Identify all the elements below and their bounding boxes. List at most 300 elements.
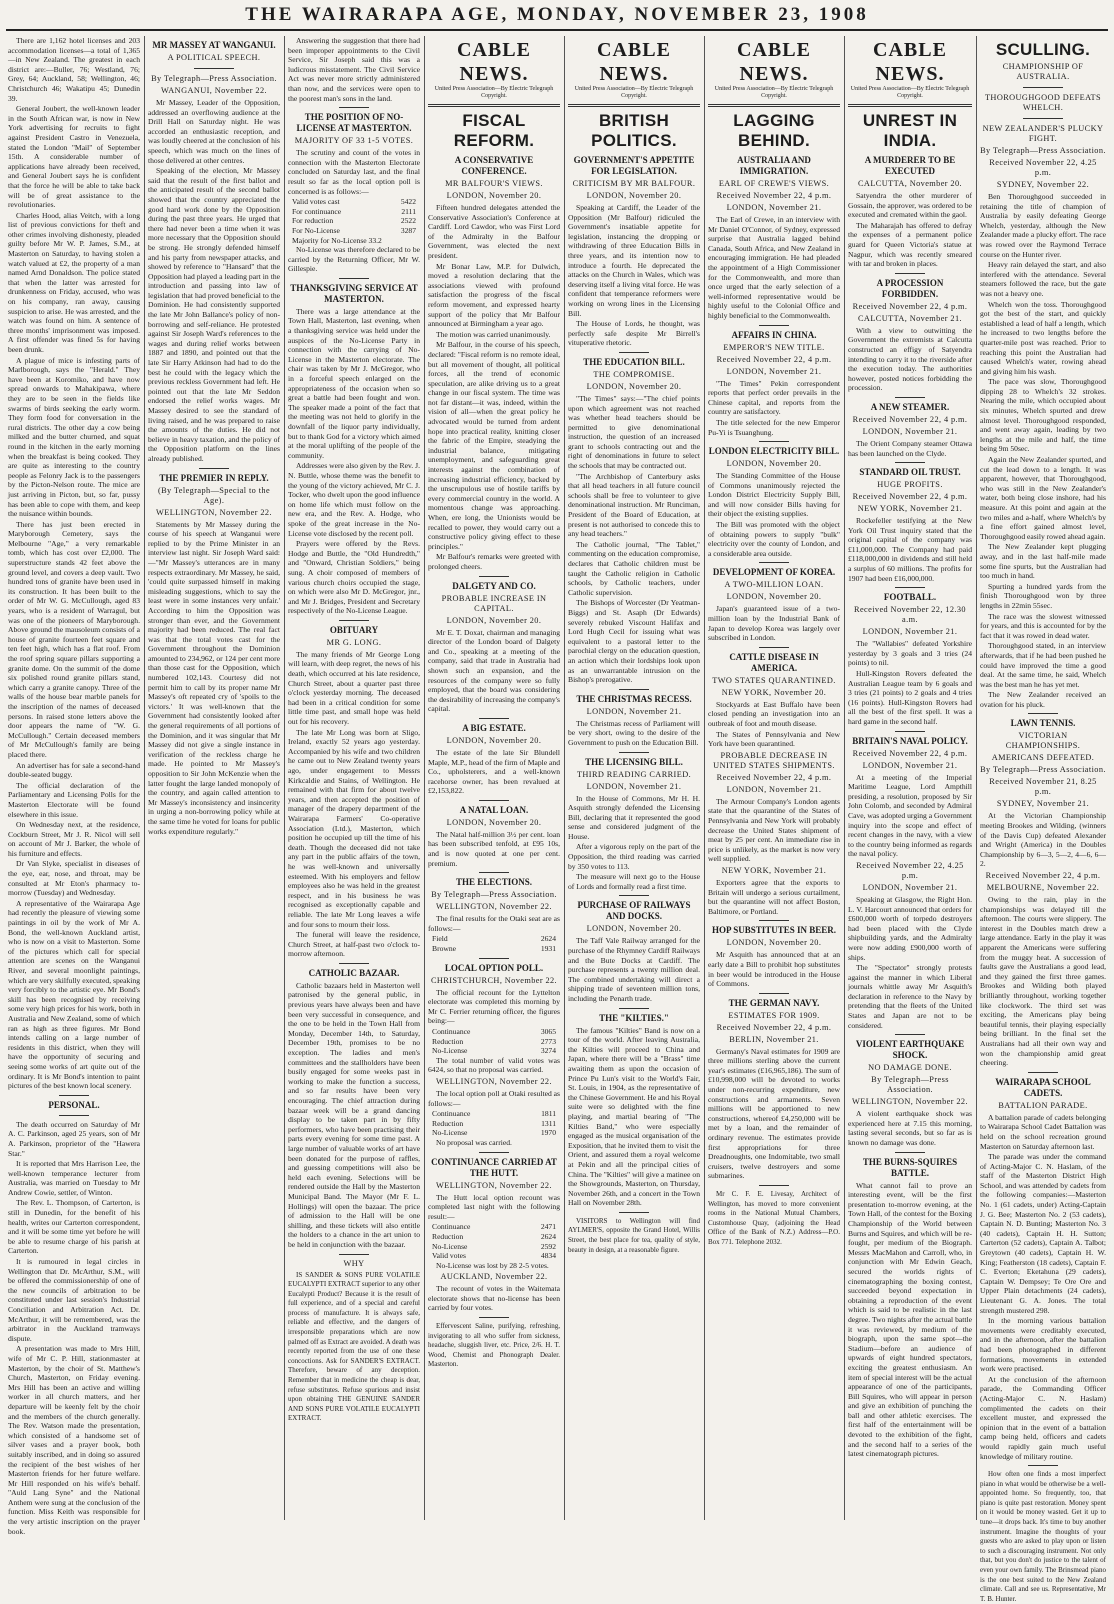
paragraph: At the Victorian Championship meeting Brookes and Wilding, (winners of the Davis Cup) defeated Alexander and Wright (America) in the Doubles Championship by 6—3, 5—2, 4—6, 6—2. <box>980 811 1106 869</box>
result-row <box>428 1027 560 1037</box>
dateline: MELBOURNE, November 22. <box>986 883 1100 893</box>
vote-count: 2522 <box>400 216 416 226</box>
divider <box>619 752 649 753</box>
paragraph: Dr Van Slyke, specialist in diseases of the eye, ear, nose, and throat, may be consulted at Mr Eton's pharmacy to-morrow (Tuesday) and Wednesday. <box>8 859 140 898</box>
article-headline: AFFAIRS IN CHINA. <box>731 329 817 340</box>
article-subhead: AUSTRALIA AND IMMIGRATION. <box>737 155 811 176</box>
dateline: LONDON, November 20. <box>446 191 542 200</box>
dateline: LONDON, November 20. <box>726 938 822 948</box>
article-subhead: MAJORITY OF 33 1-5 VOTES. <box>294 136 414 146</box>
vote-count: 3065 <box>540 1027 556 1036</box>
paragraph: The Taff Vale Railway arranged for the purchase of the Rhymney Cardiff Railways and the Bute Docks at Cardiff. The purchase represents a twenty million deal. The combined undertaking will direct a shipping trade of seventeen million tons, including the Penarth trade. <box>568 936 700 1003</box>
result-row <box>428 934 560 944</box>
dateline: LONDON, November 20. <box>446 735 542 745</box>
vote-row <box>288 207 420 217</box>
paragraph: There was a large attendance at the Town Hall, Masterton, last evening, when a thanksgiving service was held under the auspices of the No-License Party in connection with the carrying of No-License in the Masterton electorate. The chair was taken by Mr J. McGregor, who in a forceful speech enlarged on the appropriateness of the occasion when so great a battle had been fought and won. The speaker made a point of the fact that the meeting was not held to glorify in the downfall of the liquor party individually, but to thank God for a victory which aimed at the moral uplifting of the people of the community. <box>288 306 420 460</box>
divider <box>479 718 509 719</box>
article-headline: BRITAIN'S NAVAL POLICY. <box>852 735 968 746</box>
received-line: Received November 21, 8.25 p.m. <box>989 777 1097 797</box>
paragraph: The official declaration of the Parliamentary and Licensing Polls for the Masterton Electorate will be found elsewhere in this issue. <box>8 780 140 819</box>
article-headline: DALGETY AND CO. <box>452 580 536 591</box>
paragraph: The Earl of Crewe, in an interview with Mr Daniel O'Connor, of Sydney, expressed surprise that Australia lagged behind Canada, South Africa, and New Zealand in encouraging immigration. He had pleaded the appointment of a High Commissioner for the Commonwealth, and more than once urged that the early selection of a well-informed representative would be highly useful to the Colonial Office and highly beneficial to the Commonwealth. <box>708 215 840 320</box>
divider <box>1028 1072 1058 1073</box>
vote-label: Continuance <box>432 1222 471 1232</box>
vote-count: 1311 <box>541 1118 556 1128</box>
vote-label: Continuance <box>432 1027 471 1036</box>
article-subhead: A MURDERER TO BE EXECUTED <box>864 155 956 176</box>
dateline: LONDON, November 21. <box>862 627 958 637</box>
column-3 <box>288 36 420 1520</box>
divider <box>339 963 369 964</box>
dateline: AUCKLAND, November 22. <box>440 1272 548 1282</box>
column-4 <box>428 36 560 1520</box>
divider <box>759 1185 789 1186</box>
article-subhead: CHAMPIONSHIP OF AUSTRALIA. <box>1002 62 1084 81</box>
vote-count: 2471 <box>540 1222 556 1232</box>
divider <box>759 562 789 563</box>
paragraph: No proposal was carried. <box>436 1137 512 1147</box>
article-subhead: PROBABLE DECREASE IN UNITED STATES SHIPMENTS. <box>713 750 835 770</box>
paragraph: Mr Balfour, in the course of his speech, declared: "Fiscal reform is no remote ideal, but all movement of thought, all political forces, all the trend of economic speculation, are alike driving us to a great change in our fiscal system. The time was not far distant—it was, indeed, within the vision of all—when the great policy he advocated would be turned from ardent hope into practical reality, knitting closer the fabric of the Empire, steadying the industrial balance, mitigating unemployment, and safeguarding great interests against the combination of increasing industrial efficiency, backed by the unscrupulous use of hostile tariffs by every commercial country in the world. A momentous change was approaching. When, ere long, the Unionists would be recalled to power, they would carry out a constructive policy giving effect to these principles." <box>428 340 560 551</box>
article-headline: LOCAL OPTION POLL. <box>444 962 544 973</box>
dateline: LONDON, November 20. <box>586 924 682 934</box>
double-rule <box>568 104 700 107</box>
divider <box>479 1317 509 1318</box>
received-line: Received November 22, 4 p.m. <box>716 1022 832 1032</box>
article-headline: VIOLENT EARTHQUAKE SHOCK. <box>855 1039 965 1061</box>
paragraph: The "Spectator" strongly protests against the manner in which Liberal journals whittle away Mr Asquith's declaration in reference to the Navy by pretending that the fleets of the United States and Japan are not to be considered. <box>848 963 972 1030</box>
article-headline: THE CHRISTMAS RECESS. <box>576 693 692 704</box>
vote-row <box>288 216 420 226</box>
dateline: LONDON, November 21. <box>862 882 958 892</box>
banner-credit: United Press Association—By Electric Telegraph Copyright. <box>850 86 970 99</box>
dateline: LONDON, November 20. <box>586 381 682 391</box>
divider <box>895 731 925 732</box>
divider <box>479 1152 509 1153</box>
advertisement: Mr C. F. E. Livesay, Architect of Wellington, has moved to more convenient rooms in the National Mutual Chambers, Customhouse Quay, (adjoining the Head Office of the Bank of N.Z.) Address—P.O. Box 771. Telephone 2032. <box>708 1190 840 1246</box>
article-subhead: EARL OF CREWE'S VIEWS. <box>718 179 830 188</box>
vote-count: 1970 <box>540 1128 556 1138</box>
article-subhead: THE COMPROMISE. <box>593 369 675 379</box>
paragraph: Exporters agree that the exports to Britain will undergo a serious curtailment, but the quarantine will not affect Boston, Baltimore, or Portland. <box>708 877 840 916</box>
paragraph: Hull-Kingston Rovers defeated the Australian League team by 6 goals and 3 tries (21 points) to 2 goals and 4 tries (16 points). Hull-Kingston Rovers had all the best of the first spell. It was a hard game in the second half. <box>848 669 972 726</box>
paragraph: Thoroughgood stated, in an interview afterwards, that if he had been pushed he could have improved the time a good deal. At the same time, he said, Whelch was the best man he has yet met. <box>980 641 1106 689</box>
paragraph: The official recount for the Lyttelton electorate was completed this morning by Mr C. Ferrier returning officer, the figures being:— <box>428 987 560 1026</box>
paragraph: Charles Hood, alias Veitch, with a long list of previous convictions for theft and other crimes involving dishonesty, pleaded guilty before Mr W. P. James, S.M., at Masterton on Saturday, to having stolen a watch valued at £2, the property of a man named Arnd Donaldson. The police stated that when the latter was arrested for drunkenness on Friday, accused, who was on his company, ran away, causing suspicion to arise. He was arrested, and the watch was found on him. A sentence of three months' imprisonment was imposed. A first offender was fined 5s for having been drunk. <box>8 210 140 354</box>
paragraph: The recount of votes in the Waitemata electorate shows that no-license has been carried by four votes. <box>428 1284 560 1313</box>
paragraph: No-License was therefore declared to be carried by the Returning Officer, Mr W. Gillespie. <box>288 245 420 274</box>
paragraph: The title selected for the new Emperor Pu-Yi is Tsuanghung. <box>708 417 840 437</box>
article-subhead: A POLITICAL SPEECH. <box>167 53 261 62</box>
paragraph: Mr Asquith has announced that at an early date a Bill to prohibit hop substitutes in beer would be introduced in the House of Commons. <box>708 950 840 989</box>
divider <box>759 920 789 921</box>
column-2 <box>148 36 280 1520</box>
paragraph: With a view to outwitting the Government the extremists at Calcutta constructed an effigy of Satyendra intending to carry it to the riverside after the execution today. The authorities however, posted notices forbidding the procession. <box>848 325 972 393</box>
paragraph: Spurting a hundred yards from the finish Thoroughgood won by three lengths in 22min 55sec. <box>980 581 1106 610</box>
paragraph: Speaking of the election, Mr Massey said that the result of the first ballot and the anticipated result of the second ballot showed that the country appreciated the good hard work done by the Opposition during the past three years. He urged that there had never been a time when it was more necessary that the Opposition should be strong. He strongly defended himself and his party from newspaper attacks, and showed by reference to "Hansard" that the Opposition had played a leading part in the introduction and passing into law of legislation that had proved beneficial to the Dominion. He had consistently supported the late Mr John Ballance's policy of non-borrowing and self-reliance. He protested against Sir Joseph Ward's references to the wages and during relief works between 1887 and 1890, and pointed out that the late Sir Harry Atkinson had had to do the best he could with the legacy which the previous reckless Government had left. He pointed out that the late Mr Seddon endorsed the relief works wages. Mr Massey desired to see the standard of living raised, and he was prepared to raise the amounts of the duties. He did not believe in heavy taxation, and the policy of the Opposition platform on the lines already published. <box>148 166 280 463</box>
byline: By Telegraph—Press Association. <box>151 74 277 83</box>
paragraph: Satyendra the other murderer of Gossain, the approver, was ordered to be executed and cremated within the gaol. <box>848 191 972 220</box>
paragraph: Prayers were offered by the Revs. Hodge and Buttle, the "Old Hundredth," and "Onward, Christian Soldiers," being sung. A choir composed of members of various church choirs occupied the stage, on which were also Mr D. McGregor, jnr., and Mr J. Bridges, President and Secretary respectively of the No-License League. <box>288 539 420 616</box>
dateline: LONDON, November 20. <box>726 592 822 602</box>
article-headline: BRITISH POLITICS. <box>591 111 677 150</box>
result-row <box>428 1109 560 1119</box>
paragraph: Mr Bonar Law, M.P. for Dulwich, moved a resolution declaring that the associations viewed with profound satisfaction the progress of the fiscal reform movement, and expressed hearty support of the policy that Mr Balfour announced at Birmingham a year ago. <box>428 261 560 329</box>
paragraph: A violent earthquake shock was experienced here at 7.15 this morning, lasting several seconds, but so far as is known no damage was done. <box>848 1109 972 1148</box>
paragraph: The late Mr Long was born at Sligo, Ireland, exactly 52 years ago yesterday. Accompanied by his wife and two children he came out to New Zealand twenty years ago, under engagement to Messrs Kirkcaldie and Stains, of Wellington. He remained with that firm for about twelve years, and then accepted the position of manager of the drapery department of the Wairarapa Farmers' Co-operative Association (Ltd.), Masterton, which position he occupied up till the time of his death. Though the deceased did not take any part in the public affairs of the town, he was well-known and universally esteemed. With his employers and fellow employees also he was held in the greatest respect, and in his business he was recognised as exceptionally capable and reliable. The late Mr Long leaves a wife and four sons to mourn their loss. <box>288 727 420 929</box>
dateline: LONDON, November 21. <box>726 784 822 794</box>
dateline: LONDON, November 21. <box>586 706 682 716</box>
paragraph: The Hutt local option recount was completed last night with the following result:— <box>428 1192 560 1221</box>
divider <box>619 689 649 690</box>
candidate-name: Field <box>432 934 448 944</box>
vote-label: Continuance <box>432 1109 471 1119</box>
paragraph: Ben Thoroughgood succeeded in retaining the title of champion of Australia by easily defeating George Whelch, yesterday, although the New Zealander made a plucky effort. The race was rowed over the Raymond Terrace course on the Hunter river. <box>980 192 1106 259</box>
paragraph: The famous "Kilties" Band is now on a tour of the world. After leaving Australia, the Kilties will proceed to China and Japan, where there will be a "Brass" time awaiting them as upon the occasion of Prince Pu Lun's visit to the World's Fair, St. Louis, in 1904, as the representative of the Chinese Government. He and his Royal suite were so delighted with the fine playing, and martial bearing of "The Kilties Band," who were especially engaged as the musical organisation of the Exposition, that he invited them to visit the Orient, and assured them a royal welcome at Pekin and all the principal cities of China. The "Kilties" will give a matinee on the Showgrounds, Masterton, on Thursday, November 26th, and a concert in the Town Hall on November 28th. <box>568 1025 700 1208</box>
paragraph: At the conclusion of the afternoon parade, the Commanding Officer (Acting-Major C. N. Haslam) complimented the cadets on their excellent muster, and expressed the opinion that in the event of a battalion camp being held, officers and cadets would rapidly gain much useful knowledge of military routine. <box>980 1374 1106 1461</box>
divider <box>1028 713 1058 714</box>
paragraph: Japan's guaranteed issue of a two-million loan by the Industrial Bank of Japan to develop Korea was largely over subscribed in London. <box>708 604 840 643</box>
vote-label: Valid votes <box>432 1251 466 1261</box>
column-rule <box>844 36 845 1520</box>
paragraph: The parade was under the command of Acting-Major C. N. Haslam, of the staff of the Masterton District High School, and was attended by cadets from the following companies:—Masterton No. 1 (61 cadets, under) Acting-Captain J. G. Bee; Masterton No. 2 (53 cadets), Captain N. D. Bunting; Masterton No. 3 (40 cadets), Captain H. H. Sutton; Carterton (52 cadets), Captain A. Talbot; Greytown (40 cadets), Captain H. W. King; Featherston (18 cadets), Captain F. C. Everton; Eketahuna (29 cadets), Captain W. Dempsey; Te Ore Ore and Upper Plain detachments (24 cadets), Lieutenant G. A. Jones. The total strength mustered 298. <box>980 1152 1106 1315</box>
paragraph: The total number of valid votes was 6424, so that no proposal was carried. <box>428 1055 560 1075</box>
received-line: Received November 22, 4 p.m. <box>852 301 968 311</box>
paragraph: Whelch won the toss. Thoroughgood got the best of the start, and quickly established a lead of half a length, which he increased to two lengths before the quarter-mile post was reached. Prior to reaching this point the Australian had caused Whelch's water, rowing ahead and giving him his wash. <box>980 299 1106 376</box>
newspaper-page <box>6 4 1108 1603</box>
article-headline: WAIRARAPA SCHOOL CADETS. <box>995 1076 1091 1098</box>
dateline: CHRISTCHURCH, November 22. <box>430 975 558 985</box>
paragraph: Statements by Mr Massey during the course of his speech at Wanganui were replied to by the Prime Minister in an interview last night. Sir Joseph Ward said:—"Mr Massey's utterances are in many respects extraordinary. Mr Massey, he said, 'could quite surpassed himself in making misleading suggestions, which to say the least were in some instances very unfair.' According to him the Opposition was stronger than ever, and the Government majority had been reduced. The real fact was that the total votes cast for the Government throughout the Dominion amounted to 234,962, or 124 per cent more than those cast for the Opposition, which numbered 102,143. Courtesy did not permit him to call by its proper name Mr Massey's oft repeated cry of 'spoils to the victors.' It was well-known that the Government had consistently looked after the general requirements of all portions of the Dominion, and it was singular that Mr Massey did not give a single instance in verification of the reckless charge he made. He pointed to Mr Massey's opposition to Sir John McKenzie when the latter fought the large landed monopoly of the country, and again called attention to Mr Massey's inconsistency and insincerity in urging a non-borrowing policy while at the same time he voted for loans for public works expenditure regularly." <box>148 519 280 836</box>
vote-count: 2773 <box>540 1036 556 1046</box>
byline: By Telegraph—Press Association. <box>431 890 557 900</box>
paragraph: The race was the slowest witnessed for years, and this is accounted for by the fact that it was rowed in dead water. <box>980 611 1106 640</box>
masthead <box>6 4 1108 26</box>
article-headline: A NATAL LOAN. <box>459 804 529 815</box>
result-row <box>428 1037 560 1047</box>
dateline: WELLINGTON, November 22. <box>156 507 272 517</box>
vote-count: 4834 <box>540 1251 556 1261</box>
divider <box>479 872 509 873</box>
article-headline: THE GERMAN NAVY. <box>728 997 820 1008</box>
column-8 <box>980 36 1106 1603</box>
paragraph: No-License was lost by 28 2-5 votes. <box>436 1260 549 1270</box>
paragraph: The final results for the Otaki seat are as follows:— <box>428 914 560 933</box>
column-rule <box>284 36 285 1520</box>
article-subhead: CRITICISM BY MR BALFOUR. <box>572 179 696 188</box>
vote-label: Reduction <box>432 1118 464 1128</box>
dateline: CALCUTTA, November 21. <box>858 313 962 323</box>
cable-news-banner: CABLE NEWS. <box>457 39 531 85</box>
article-headline: A BIG ESTATE. <box>462 722 526 733</box>
article-headline: OBITUARY <box>329 624 379 635</box>
result-row <box>428 1222 560 1232</box>
article-headline: THE LICENSING BILL. <box>585 756 683 767</box>
article-subhead: ESTIMATES FOR 1909. <box>728 1010 820 1020</box>
vote-label: Reduction <box>432 1231 464 1241</box>
paragraph: The New Zealander kept plugging away, and in the last half-mile made some fine spurts, but the Australian had too much in hand. <box>980 542 1106 581</box>
paragraph: Speaking at Glasgow, the Right Hon. L. V. Harcourt announced that orders for £600,000 worth of torpedo destroyers had been placed with the Clyde shipbuilding yards, and the Admiralty were now adding £900,000 worth of ships. <box>848 894 972 962</box>
divider <box>759 441 789 442</box>
divider <box>895 397 925 398</box>
vote-count: 3287 <box>400 225 416 235</box>
paragraph: Owing to the rain, play in the championships was delayed till the afternoon. The courts were slippery. The interest in the Doubles match drew a large attendance. Early in the play it was apparent the Americans were suffering from the muggy heat. A succession of faults gave the Australians a good lead, and they gained the first three games. Brookes and Wilding both played brilliantly throughout, working together like clockwork. The third set was exciting, the Americans play being beautiful tennis, their playing especially being brilliant. In the final set the Australians had all their own way and won the championship amid great cheering. <box>980 895 1106 1068</box>
dateline: LONDON, November 21. <box>862 760 958 770</box>
advertisement: IS SANDER & SONS PURE VOLATILE EUCALYPTI EXTRACT superior to any other Eucalypti Product? Because it is the result of full experience, and of a special and careful process of manufacture. It is always safe, reliable and effective, and the dangers of irresponsible preparations which are now palmed off as Extract are avoided. A death was recently reported from the use of one these concoctions. Ask for SANDER'S EXTRACT. Therefore, beware of any deception. Remember that in medicine the cheap is dear, refuse substitutes. Refuse spurious and insist upon obtaining THE GENUINE SANDER AND SONS PURE VOLATILE EUCALYPTI EXTRACT. <box>288 1270 420 1423</box>
paragraph: A representative of the Wairarapa Age had recently the pleasure of viewing some paintings in oil by the work of Mr A. Bond, the well-known Auckland artist, who is now on a visit to Masterton. Some of the pictures which call for special attention are scenes on the Wanganui River, and several moonlight paintings, which are very skilfully executed, speaking very forcibly to the artistic eye. Mr Bond's skill has been recognised by receiving some very high prices for his work, both in Australia and New Zealand, some of which ran as high as three figures. Mr Bond intends calling on a large number of residents in this district, when they will have the opportunity of securing and seeing some works of art quite out of the ordinary. It is Mr Bond's intention to paint pictures of the best known local scenery. <box>8 898 141 1091</box>
paragraph: The House of Lords, he thought, was perfectly safe despite Mr Birrell's vituperative rhetoric. <box>568 319 700 348</box>
article-headline: CONTINUANCE CARRIED AT THE HUTT. <box>431 1156 557 1178</box>
cable-news-banner: CABLE NEWS. <box>597 39 671 85</box>
vote-count: 1811 <box>541 1109 556 1119</box>
divider <box>895 273 925 274</box>
paragraph: General Joubert, the well-known leader in the South African war, is now in New York advertising for recruits to fight against President Castro in Venezuela, stated the London "Mail" of September 15th. A considerable number of applications have already been received, and General Joubert says he is confident that the force he will be able to take back will be of great assistance to the revolutionaries. <box>8 104 140 210</box>
paragraph: At a meeting of the Imperial Maritime League, Lord Ampthill presiding, a resolution, proposed by Sir John Colomb, and seconded by Admiral Cave, was adopted urging a Government inquiry into the scope and effect of recent changes in the navy, with a view to the country being informed as regards the naval policy. <box>848 772 972 859</box>
article-subhead: THOROUGHGOOD DEFEATS WHELCH. <box>984 93 1102 112</box>
article-headline: A PROCESSION FORBIDDEN. <box>876 277 944 299</box>
dateline: NEW YORK, November 21. <box>857 504 963 514</box>
paragraph: The estate of the late Sir Blundell Maple, M.P., head of the firm of Maple and Co., upholsterers, and a well-known racehorse owner, has been revalued at £2,153,822. <box>428 747 561 796</box>
divider <box>339 107 369 108</box>
banner-credit: United Press Association—By Electric Telegraph Copyright. <box>714 86 834 99</box>
dateline: NEW YORK, November 20. <box>721 687 827 697</box>
result-row <box>428 1128 560 1138</box>
article-headline: LONDON ELECTRICITY BILL. <box>708 446 840 457</box>
vote-label: No-License <box>432 1046 468 1056</box>
column-6 <box>708 36 840 1520</box>
divider <box>895 1152 925 1153</box>
dateline: WELLINGTON, November 22. <box>436 1076 552 1086</box>
article-subhead: MR BALFOUR'S VIEWS. <box>445 179 543 188</box>
article-headline: CATTLE DISEASE IN AMERICA. <box>729 651 819 673</box>
column-rule <box>704 36 705 1520</box>
paragraph: Mr Massey, Leader of the Opposition, addressed an overflowing audience at the Drill Hall on Saturday night. He was accorded an enthusiastic reception, and was loudly cheered at the conclusion of his speech, which was much on the lines of those delivered at other centres. <box>148 98 280 165</box>
received-line: Received November 22, 4 p.m. <box>852 414 968 424</box>
paragraph: Answering the suggestion that there had been improper appointments to the Civil Service, Sir Joseph said this was a ludicrous misstatement. The Civil Service Act was never more strictly administered than now, and the services were open to the poorest man's sons in the land. <box>288 36 420 103</box>
paragraph: The Maharajah has offered to defray the expenses of a permanent police guard for Queen Victoria's statue at Nagpur, which was recently smeared with tar and broken in places. <box>848 220 972 269</box>
article-subhead: EMPEROR'S NEW TITLE. <box>723 342 825 352</box>
dateline: LONDON, November 20. <box>726 459 822 469</box>
dateline: CALCUTTA, November 20. <box>858 179 962 188</box>
paragraph: The Bill was promoted with the object of obtaining powers to supply "bulk" electricity over the county of London, and a considerable area outside. <box>708 520 840 558</box>
paragraph: There are 1,162 hotel licenses and 203 accommodation licenses—a total of 1,365—in New Zealand. The greatest in each district are:—Buller, 76; Westland, 76; Grey, 64; Auckland, 58; Wellington, 46; Christchurch 46; Wakatipu 45; Dunedin 39. <box>8 36 140 103</box>
paragraph: The motion was carried unanimously. <box>436 329 551 339</box>
article-subhead: A TWO-MILLION LOAN. <box>724 580 824 590</box>
paragraph: The Bishops of Worcester (Dr Yeatman-Biggs) and St. Asaph (Dr Edwards) severely rebuked Viscount Halifax and Lord Hugh Cecil for issuing what was equivalent to a pastoral letter to the parochial clergy on the education question, an action which their lordships look upon as an unwarrantable intrusion on the Bishop's prerogative. <box>568 598 700 685</box>
paragraph: Stockyards at East Buffalo have been closed pending an investigation into an outbreak of foot and mouth disease. <box>708 699 840 728</box>
divider <box>339 620 369 621</box>
article-headline: THE "KILTIES." <box>599 1012 669 1023</box>
banner-credit: United Press Association—By Electric Telegraph Copyright. <box>574 86 694 99</box>
byline: (By Telegraph—Special to the Age). <box>157 485 271 505</box>
article-headline: THANKSGIVING SERVICE AT MASTERTON. <box>290 282 418 304</box>
divider <box>619 895 649 896</box>
divider <box>619 352 649 353</box>
article-headline: THE PREMIER IN REPLY. <box>159 472 269 483</box>
received-line: Received November 22, 4 p.m. <box>852 748 968 758</box>
section-heading: PERSONAL. <box>48 1099 100 1110</box>
received-line: Received November 22, 4 p.m. <box>985 871 1101 881</box>
paragraph: The local option poll at Otaki resulted as follows:— <box>428 1088 560 1108</box>
vote-label: Majority for No-License 33.2 <box>292 235 382 245</box>
advertisement: How often one finds a most imperfect piano in what would be otherwise be a well-appointed home. So frequently, too, that piano is quite past restoration. Money spent on it would be money wasted. Get it up to tune—it drops back. It's time to buy another instrument. Imagine the thoughts of your guests who are asked to play upon or listen to such a discouraging instrument. Not only that, but you don't do justice to the talent of even your own family. The Brinsmead piano is the one best suited to the New Zealand climate. Call and see us. Representative, Mr T. B. Hunter. <box>980 1470 1106 1603</box>
paragraph: The Christmas recess of Parliament will be very short, owing to the desire of the Government to push on the Education Bill. <box>568 718 700 747</box>
result-row <box>428 944 560 954</box>
article-headline: THE POSITION OF NO-LICENSE AT MASTERTON. <box>296 112 412 134</box>
result-row <box>428 1119 560 1129</box>
vote-row <box>288 236 420 246</box>
vote-label: No-License <box>432 1128 468 1138</box>
vote-label: For reduction <box>292 216 334 226</box>
column-7 <box>848 36 972 1520</box>
paragraph: The Catholic journal, "The Tablet," commenting on the education compromise, declares that Catholic children must be taught the Catholic religion in Catholic schools, by Catholic teachers, under Catholic supervision. <box>568 539 700 597</box>
received-line: Received November 22, 4 p.m. <box>716 191 832 200</box>
article-headline: SCULLING. <box>995 40 1091 59</box>
dateline: WANGANUI, November 22. <box>160 86 268 95</box>
article-subhead: VICTORIAN CHAMPIONSHIPS. <box>1005 731 1081 751</box>
paragraph: Catholic bazaars held in Masterton well patronised by the general public, in previous years have always been and have been very successful in consequence, and the one to be held in the Town Hall from Monday, December 14th, to Saturday, December 19th, promises to be no exception. The ladies and men's committees and the stallholders have been busily engaged for some weeks past in working to make the function a success, and so far results have been very encouraging. The chief attraction during bazaar week will be a grand dancing display to be taken part in by fifty performers, who have been practising their parts every evening for some time past. A large number of valuable works of art have been donated for the purpose of raffles, and guessing competitions will also be held each evening. Selections will be rendered outside the Hall by the Masterton Municipal Band. The Mayor (Mr F. L. Hollings) will open the bazaar. The price of admission to the Hall will be one shilling, and these tickets will also entitle the holders to a chance in the art union to be held in conjunction with the bazaar. <box>288 980 420 1249</box>
article-headline: STANDARD OIL TRUST. <box>859 467 961 478</box>
dateline: LONDON, November 20. <box>586 191 682 200</box>
vote-count: 2624 <box>540 934 556 944</box>
paragraph: Rockefeller testifying at the New York Oil Trust inquiry stated that the original capital of the company was £11,000,000. The Company had paid £118,000,000 in dividends and still held a surplus of 60 millions. The profits for 1907 had been £16,000,000. <box>848 516 972 583</box>
candidate-name: Browne <box>432 944 457 954</box>
paragraph: The measure will next go to the House of Lords and formally read a first time. <box>568 872 700 891</box>
divider <box>759 325 789 326</box>
paragraph: Mr Balfour's remarks were greeted with prolonged cheers. <box>428 552 560 571</box>
vote-row <box>288 197 420 207</box>
article-subhead: A CONSERVATIVE CONFERENCE. <box>454 155 534 176</box>
double-rule <box>708 104 840 107</box>
article-subhead: GOVERNMENT'S APPETITE FOR LEGISLATION. <box>573 155 695 176</box>
dateline: WELLINGTON, November 22. <box>436 902 552 912</box>
article-subhead: BATTALION PARADE. <box>998 1100 1088 1110</box>
paragraph: An advertiser has for sale a second-hand double-seated buggy. <box>8 760 140 780</box>
article-subhead: AMERICANS DEFEATED. <box>991 753 1095 763</box>
divider <box>895 1034 925 1035</box>
paragraph: A plague of mice is infesting parts of Marlborough, says the "Herald." They have been at Koromiko, and have now spread onwards to Mahakipawa, where they are to be seen in the fields like swarms of birds seeking the early worm. They form food for conversation in the rural districts. The other day a cow being milked and the butter churned, and squat round in the kitchen in the early morning when the breakfast is being cooked. They are quite as interesting to the country people as Felonry Jack is to the passengers by the Picton-Nelson route. The mice are just arriving in Picton, but, so far, pussy has been able to cope with them, and keep the nuisance within bounds. <box>8 355 140 519</box>
paragraph: In the House of Commons, Mr H. H. Asquith strongly defended the Licensing Bill, declaring that it represented the good sense and considered judgment of the House. <box>568 793 700 841</box>
divider <box>1028 1465 1058 1466</box>
received-line: Received November 22, 4.25 p.m. <box>856 860 964 880</box>
divider <box>1023 118 1063 119</box>
article-headline: LAWN TENNIS. <box>1010 718 1076 729</box>
divider <box>194 68 234 69</box>
double-rule <box>428 104 560 107</box>
cable-news-banner: CABLE NEWS. <box>737 39 811 85</box>
paragraph: The Rev. L. Thompson, of Carterton, is still in Dunedin, for the benefit of his health, writes our Carterton correspondent, and it will be some time yet before he will be able to resume charge of his parish at Carterton. <box>8 1198 140 1256</box>
result-row <box>428 1251 560 1261</box>
vote-label: Reduction <box>432 1036 464 1046</box>
vote-label: Valid votes cast <box>292 197 340 207</box>
paragraph: It is reported that Mrs Harrison Lee, the well-known temperance lecturer from Australia, was married on Tuesday to Mr Andrew Cowie, settler, of Winton. <box>8 1159 140 1197</box>
double-rule <box>848 104 972 107</box>
article-subhead: THIRD READING CARRIED. <box>576 769 692 779</box>
column-5 <box>568 36 700 1520</box>
article-subhead: TWO STATES QUARANTINED. <box>712 675 836 685</box>
divider <box>1023 87 1063 88</box>
received-line: Received November 22, 4 p.m. <box>716 354 832 364</box>
result-row <box>428 1046 560 1056</box>
paragraph: "The Times" says:—"The chief points upon which agreement was not reached was whether head teachers should be permitted to give denominational instruction, the question of an increased grant to schools contracting out and the right of denominations in future to select the schools that may be contracted out. <box>568 393 700 471</box>
advert-heading: WHY <box>343 1258 365 1268</box>
article-subhead: NO DAMAGE DONE. <box>868 1063 952 1073</box>
divider <box>895 462 925 463</box>
vote-count: 2111 <box>401 206 416 216</box>
banner-credit: United Press Association—By Electric Telegraph Copyright. <box>434 86 554 99</box>
divider <box>339 1254 369 1255</box>
paragraph: "The Times" Pekin correspondent reports that perfect order prevails in the Chinese capital, and reports from the country are satisfactory. <box>708 378 840 417</box>
masthead-title: THE WAIRARAPA AGE, MONDAY, NOVEMBER 23, 1908 <box>245 4 869 25</box>
vote-count: 1931 <box>540 944 556 954</box>
vote-label: For No-License <box>292 225 340 235</box>
paragraph: What cannot fail to prove an interesting event, will be the first presentation to-morrow evening, at the Town Hall, of the contest for the Boxing Championship of the World between Burns and Squires, and which will be re-fought, per medium of the Biograph. Messrs MacMahon and Carroll, who, in conjunction with Mr Edwin Geach, secured the worlds rights of cinematographing the boxing contest, succeeded beyond expectation in obtaining a reproduction of the event which is said to be realistic in the last degree. Two nights after the actual battle it was reviewed, by medium of the biograph, upon the same spot—the Stadium—before an audience of upwards of eight hundred spectators, exciting the greatest enthusiasm. An item of special interest will be the actual appearance of one of the participants, Bill Squires, who will appear in person and give an exhibition of punching the ball and other athletic exercises. The first half of the entertainment will be devoted to the exhibition of the fight, and the second half to a series of the latest cinematograph pictures. <box>848 1180 973 1459</box>
paragraph: Germany's Naval estimates for 1909 are three millions sterling above the current year's estimates (£16,965,186). The sum of £10,998,000 will be devoted to works under non-recurring expenditure, new constructions and armaments. Seven millions will be apportioned to new constructions, whereof £4,250,000 will be met by a loan, and the remainder of ordinary revenue. The estimates provide first appropriations for three Dreadnoughts, one Indomitable, two small cruisers, twelve destroyers and some submarines. <box>708 1046 840 1181</box>
paragraph: The pace was slow, Thoroughgood dipping 28 to Whelch's 32 strokes. Nearing the mile, which occupied about six minutes, Whelch spurted and drew almost level. Thoroughgood responded, and went away again, leading by two lengths at the mile and half, the time being 9m 50sec. <box>980 377 1106 454</box>
paragraph: It is rumoured in legal circles in Wellington that Dr. McArthur, S.M., will be offered the commissionership of one of the new councils of arbitration to be constituted under last session's Industrial Conciliation and Arbitration Act. Dr. McArthur, it will be remembered, was the arbitrator in the Auckland tramways dispute. <box>8 1257 140 1343</box>
vote-label: For continuance <box>292 206 342 216</box>
paragraph: "The Archbishop of Canterbury asks that all head teachers in all future council schools shall be free to volunteer to give denominational instruction. Mr Runciman, President of the Board of Education, at present is not authorised to concede this to any head teachers." <box>568 471 700 539</box>
received-line: Received November 22, 4.25 p.m. <box>989 158 1097 177</box>
paragraph: Again the New Zealander spurted, and cut the lead down to a length. It was apparent, however, that Thoroughgood, who was still in the New Zealander's water, both being close inshore, had his measure. At this point and again at the two miles and a-half, where Whelch's by a fine effort gained almost level, Thoroughgood easily rowed ahead again. <box>980 455 1106 541</box>
masthead-rule <box>6 29 1108 31</box>
paragraph: The States of Pennsylvania and New York have been quarantined. <box>708 729 840 749</box>
vote-count: 3274 <box>540 1046 556 1056</box>
article-subhead: PROBABLE INCREASE IN CAPITAL. <box>441 593 547 613</box>
article-headline: PURCHASE OF RAILWAYS AND DOCKS. <box>577 900 691 922</box>
divider <box>619 1212 649 1213</box>
paragraph: The scrutiny and count of the votes in connection with the Masterton Electorate concluded on Saturday last, and the final result so far as the local option poll is concerned is as follows:— <box>288 148 420 196</box>
paragraph: The New Zealander received an ovation for his pluck. <box>980 690 1106 709</box>
dateline: LONDON, November 20. <box>446 615 542 625</box>
vote-count: 2592 <box>540 1241 556 1251</box>
article-subhead: NEW ZEALANDER'S PLUCKY FIGHT. <box>982 124 1104 143</box>
dateline: LONDON, November 20. <box>446 817 542 827</box>
divider <box>479 800 509 801</box>
vote-row <box>288 226 420 236</box>
article-headline: CATHOLIC BAZAAR. <box>308 967 400 978</box>
article-headline: UNREST IN INDIA. <box>862 111 958 150</box>
divider <box>479 576 509 577</box>
vote-count: 5422 <box>400 197 416 207</box>
paragraph: After a vigorous reply on the part of the Opposition, the third reading was carried by 350 votes to 113. <box>568 842 700 871</box>
dateline: WELLINGTON, November 22. <box>852 1097 968 1107</box>
article-headline: FOOTBALL. <box>883 592 937 603</box>
paragraph: The death occurred on Saturday of Mr A. C. Parkinson, aged 25 years, son of Mr A. Parkinson, proprietor of the "Hawera Star." <box>8 1119 140 1158</box>
paragraph: On Wednesday next, at the residence, Cockburn Street, Mr J. R. Nicol will sell on account of Mr J. Barker, the whole of his furniture and effects. <box>8 820 140 858</box>
paragraph: The Natal half-million 3½ per cent. loan has been subscribed tenfold, at £95 10s, and is now quoted at one per cent. premium. <box>428 829 560 868</box>
received-line: Received November 22, 4 p.m. <box>852 492 968 502</box>
paragraph: A battalion parade of cadets belonging to Wairarapa School Cadet Battalion was held on the school recreation ground Masterton on Saturday afternoon last. <box>980 1112 1106 1151</box>
paragraph: The funeral will leave the residence, Church Street, at half-past two o'clock to-morrow afternoon. <box>288 930 420 959</box>
article-headline: THE ELECTIONS. <box>455 877 533 888</box>
article-subhead: HUGE PROFITS. <box>877 480 943 490</box>
paragraph: Mr E. T. Doxat, chairman and managing director of the London board of Dalgety and Co., speaking at a meeting of the company, said that trade in Australia had shown such an expansion, and the resources of the company were so fully employed, that the board was considering the desirability of increasing the company's capital. <box>428 627 560 714</box>
article-headline: LAGGING BEHIND. <box>733 111 815 150</box>
byline: By Telegraph—Press Association. <box>871 1075 949 1095</box>
divider <box>759 993 789 994</box>
divider <box>759 647 789 648</box>
article-headline: HOP SUBSTITUTES IN BEER. <box>711 925 837 936</box>
paragraph: The Armour Company's London agents state that the quarantine of the States of Pennsylvania and New York will probably decrease the United States shipment of meat by 25 per cent. An immediate rise in price is unlikely, as the market is now very well supplied. <box>708 796 840 864</box>
divider <box>895 587 925 588</box>
divider <box>619 1008 649 1009</box>
paragraph: There has just been erected in Maryborough Cemetery, says the Melbourne "Age," a very remarkable tomb, which has cost over £2,000. The superstructure stands 42 feet above the ground level, and covers a deep vault. Two hundred tons of granite have been used in its construction. It has been built to the order of Mr W. G. McCullough, aged 83 years, who is a resident of Warragul, but was one of the pioneers of Maryborough. Above ground the mausoleum consists of a house of granite fourteen feet square and ten feet high, which has a flat roof. From the roof spring square pillars supporting a granite dome. On the summit of the dome six polished round granite pillars stand, which carry a granite canopy. Three of the walls of the house bear marble panels for the inscription of the names of deceased persons. In raised stone letters above the door appears the name of "W. G. McCullough." Certain deceased members of Mr McCullough's family are being placed there. <box>8 519 140 759</box>
dateline: SYDNEY, November 21. <box>996 799 1090 809</box>
article-headline: A NEW STEAMER. <box>870 401 950 412</box>
dateline: LONDON, November 21. <box>726 366 822 376</box>
divider <box>339 278 369 279</box>
